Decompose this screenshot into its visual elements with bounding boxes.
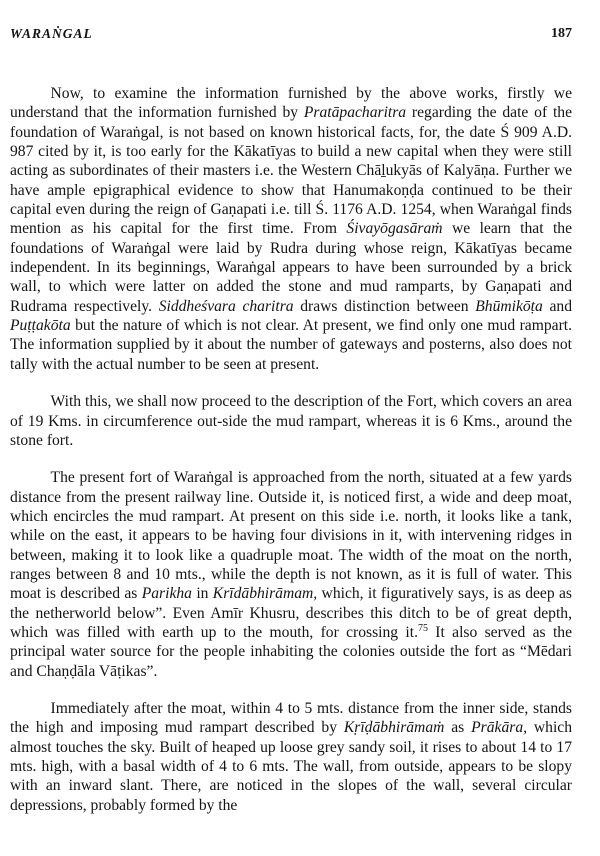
body-text: [10, 84, 572, 815]
italic-term: Bhūmikōṭa: [475, 297, 543, 315]
italic-term: Siddheśvara charitra: [158, 297, 294, 315]
page-number: 187: [551, 26, 572, 41]
text-run: we learn that the foundations of Waraṅgal were laid by Rudra during whose reign, Kākatīyas became independent. In its beginnings, Waraṅgal appears to have been surrounded by a brick wall, to which were latter on added the stone and mud ramparts, by Gaṇapati and Rudrama respectively.: [10, 220, 573, 315]
text-run: regarding the date of the foundation of Waraṅgal, is not based on known historical facts, for, the date Ś 909 A.D. 987 cited by it, is too early for the Kākatīyas to build a new capital when they were still acting as subordinates of their masters i.e. the Western Chāḻukyās of Kalyāṇa. Further we have ample epigraphical evidence to show that Hanumakoṇḍa continued to be their capital even during the reign of Gaṇapati i.e. till Ś. 1176 A.D. 1254, when Waraṅgal finds mention as his capital for the first time. From: [10, 104, 573, 238]
text-run: Now, to examine the information furnished by the above works, firstly we understand that the information furnished by: [10, 85, 572, 122]
text-run: The present fort of Waraṅgal is approached from the north, situated at a few yards distance from the present railway line. Outside it, is noticed first, a wide and deep moat, which encircles the mud rampart. At present on this side i.e. north, it looks like a tank, while on the east, it appears to be having four divisions in it, with intervening ridges in between, making it to look like a quadruple moat. The width of the moat on the north, ranges between 8 and 10 mts., while the depth is not known, as it is full of water. This moat is described as: [10, 469, 572, 603]
page-header: [10, 26, 572, 46]
italic-term: Prākāra,: [471, 719, 528, 737]
text-run: With this, we shall now proceed to the description of the Fort, which covers an area of 19 Kms. in circumference out-side the mud rampart, whereas it is 6 Kms., around the stone fort.: [10, 393, 572, 449]
text-run: which almost touches the sky. Built of heaped up loose grey sandy soil, it rises to about 14 to 17 mts. high, with a basal width of 4 to 6 mts. The wall, from outside, appears to be slopy with an inward slant. There, are noticed in the slopes of the wall, several circular depressions, probably formed by the: [10, 719, 572, 814]
text-run: draws distinction between: [293, 297, 476, 315]
running-title: WARAṄGAL: [10, 26, 93, 41]
text-run: which, it figuratively says, is as deep as the netherworld below”. Even Amīr Khusru, describes this ditch to be of great depth, which was filled with earth up to the mouth, for crossing it.: [10, 585, 572, 641]
italic-term: Puṭṭakōta: [10, 317, 71, 335]
paragraph: [10, 468, 572, 681]
text-run: Immediately after the moat, within 4 to 5 mts. distance from the inner side, stands the high and imposing mud rampart described by: [10, 699, 572, 737]
italic-term: Pratāpacharitra: [303, 104, 407, 122]
italic-term: Krīdābhirāmam,: [212, 585, 318, 603]
text-run: It also served as the principal water source for the people inhabiting the colonies outside the fort as “Mēdari and Chaṇḍāla Vāṭikas”.: [10, 623, 572, 680]
italic-term: Śivayōgasāraṁ: [346, 220, 443, 238]
paragraph: [10, 84, 572, 374]
text-run: in: [191, 585, 213, 603]
italic-term: Kṛīḍābhirāmaṁ: [343, 719, 445, 737]
italic-term: Parikha: [141, 585, 192, 603]
paragraph: [10, 392, 572, 450]
text-run: as: [444, 719, 472, 737]
text-run: but the nature of which is not clear. At present, we find only one mud rampart. The information supplied by it about the number of gateways and posterns, also does not tally with the actual number to be seen at present.: [10, 317, 572, 373]
paragraph: [10, 699, 572, 815]
footnote-ref: 75: [417, 622, 428, 634]
text-run: and: [542, 297, 572, 315]
